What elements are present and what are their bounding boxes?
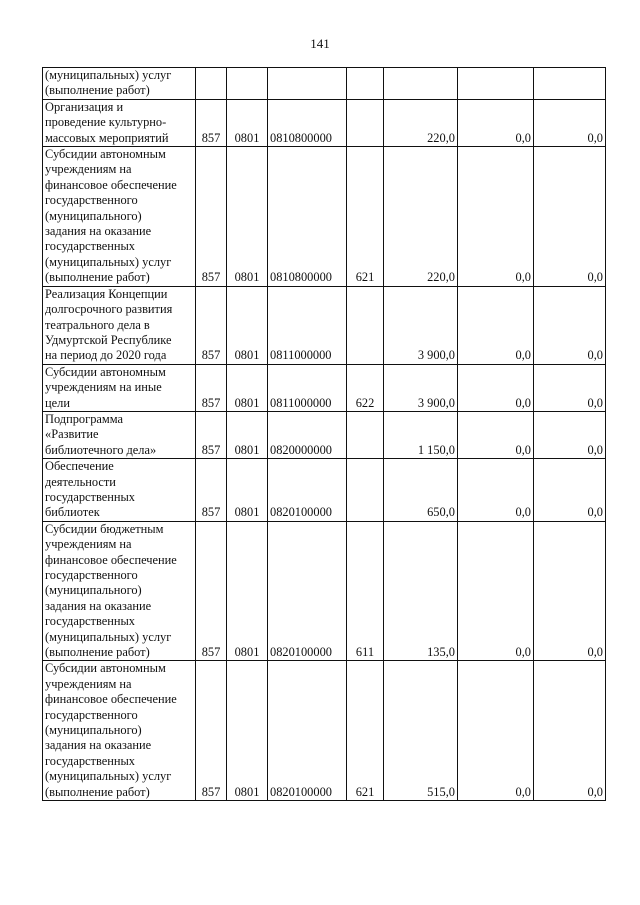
cell-expense-type: 611 [347,521,384,661]
cell-expense-type: 622 [347,364,384,411]
cell-amount-2: 0,0 [458,147,534,287]
cell-name: Обеспечение деятельности государственных библиотек [43,459,196,522]
cell-gr-code: 857 [196,364,227,411]
page-number: 141 [310,36,330,51]
cell-amount-1: 1 150,0 [384,411,458,458]
cell-target-code: 0820000000 [268,411,347,458]
budget-table-body [43,68,606,801]
cell-section-code [227,68,268,100]
budget-table [42,67,606,801]
cell-expense-type: 621 [347,661,384,801]
cell-amount-2: 0,0 [458,411,534,458]
cell-amount-1 [384,68,458,100]
table-row [43,286,606,364]
cell-amount-2: 0,0 [458,364,534,411]
cell-name: Субсидии бюджетным учреждениям на финансовое обеспечение государственного (муниципального) задания на оказание государственных (муниципальных) услуг (выполнение работ) [43,521,196,661]
cell-name: Реализация Концепции долгосрочного развития театрального дела в Удмуртской Республике на период до 2020 года [43,286,196,364]
table-row [43,364,606,411]
cell-amount-3: 0,0 [534,99,606,146]
table-row [43,411,606,458]
cell-amount-3: 0,0 [534,286,606,364]
cell-gr-code: 857 [196,286,227,364]
table-row [43,99,606,146]
table-row [43,661,606,801]
cell-amount-1: 220,0 [384,147,458,287]
cell-target-code: 0810800000 [268,147,347,287]
cell-name: Субсидии автономным учреждениям на финансовое обеспечение государственного (муниципального) задания на оказание государственных (муниципальных) услуг (выполнение работ) [43,661,196,801]
cell-amount-3: 0,0 [534,521,606,661]
table-row [43,68,606,100]
cell-gr-code: 857 [196,661,227,801]
cell-target-code: 0820100000 [268,459,347,522]
cell-section-code: 0801 [227,411,268,458]
cell-section-code: 0801 [227,364,268,411]
cell-expense-type [347,459,384,522]
cell-target-code [268,68,347,100]
table-row [43,147,606,287]
cell-gr-code: 857 [196,411,227,458]
cell-amount-2: 0,0 [458,661,534,801]
table-row [43,521,606,661]
cell-section-code: 0801 [227,661,268,801]
cell-gr-code: 857 [196,99,227,146]
cell-expense-type [347,286,384,364]
cell-gr-code [196,68,227,100]
cell-section-code: 0801 [227,147,268,287]
cell-amount-2: 0,0 [458,286,534,364]
cell-amount-3: 0,0 [534,661,606,801]
cell-name: Подпрограмма «Развитие библиотечного дела» [43,411,196,458]
cell-expense-type [347,99,384,146]
cell-target-code: 0820100000 [268,521,347,661]
cell-amount-3 [534,68,606,100]
table-row [43,459,606,522]
cell-target-code: 0810800000 [268,99,347,146]
cell-section-code: 0801 [227,99,268,146]
cell-amount-2 [458,68,534,100]
cell-name: Субсидии автономным учреждениям на финансовое обеспечение государственного (муниципального) задания на оказание государственных (муниципальных) услуг (выполнение работ) [43,147,196,287]
cell-target-code: 0820100000 [268,661,347,801]
cell-gr-code: 857 [196,521,227,661]
cell-amount-1: 515,0 [384,661,458,801]
cell-gr-code: 857 [196,459,227,522]
cell-amount-3: 0,0 [534,459,606,522]
cell-amount-1: 220,0 [384,99,458,146]
cell-section-code: 0801 [227,459,268,522]
cell-amount-1: 135,0 [384,521,458,661]
cell-name: Субсидии автономным учреждениям на иные цели [43,364,196,411]
cell-section-code: 0801 [227,521,268,661]
cell-target-code: 0811000000 [268,364,347,411]
cell-amount-2: 0,0 [458,521,534,661]
cell-gr-code: 857 [196,147,227,287]
cell-section-code: 0801 [227,286,268,364]
cell-expense-type [347,68,384,100]
cell-amount-3: 0,0 [534,411,606,458]
cell-amount-3: 0,0 [534,147,606,287]
cell-expense-type [347,411,384,458]
cell-amount-2: 0,0 [458,459,534,522]
cell-amount-1: 650,0 [384,459,458,522]
cell-amount-2: 0,0 [458,99,534,146]
cell-amount-1: 3 900,0 [384,286,458,364]
cell-target-code: 0811000000 [268,286,347,364]
cell-amount-1: 3 900,0 [384,364,458,411]
cell-name: (муниципальных) услуг (выполнение работ) [43,68,196,100]
cell-name: Организация и проведение культурно- массовых мероприятий [43,99,196,146]
cell-expense-type: 621 [347,147,384,287]
cell-amount-3: 0,0 [534,364,606,411]
